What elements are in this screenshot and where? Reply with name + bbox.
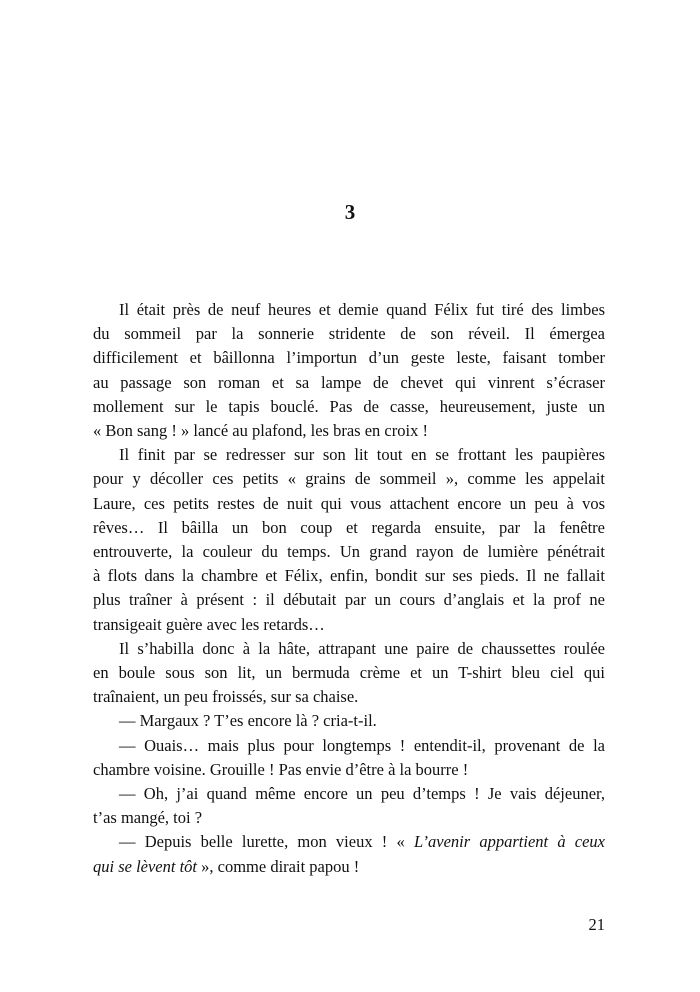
text-line: au passage son roman et sa lampe de chevet qui vinrent s’écraser [93,372,605,392]
text-line: à flots dans la chambre et Félix, enfin, bondit sur ses pieds. Il ne fallait [93,566,605,586]
text-line: — Oh, j’ai quand même encore un peu d’temps ! Je vais déjeuner, [119,784,605,804]
text-line [93,855,605,879]
chapter-text [93,298,605,879]
text-line: rêves… Il bâilla un bon coup et regarda ensuite, par la fenêtre [93,517,605,537]
text-segment: — Depuis belle lurette, mon vieux ! « [119,832,414,852]
text-line: transigeait guère avec les retards… [93,614,325,634]
text-segment: », comme dirait papou ! [197,856,360,876]
text-line [93,830,605,854]
text-line: Il était près de neuf heures et demie quand Félix fut tiré des limbes [119,300,605,319]
italic-quote: L’avenir appartient à ceux [413,832,605,852]
paragraph [93,443,605,637]
page-number: 21 [588,915,605,934]
text-line: chambre voisine. Grouille ! Pas envie d’être à la bourre ! [93,759,469,779]
chapter-number: 3 [344,200,356,224]
italic-quote: qui se lèvent tôt [93,856,198,876]
text-line: t’as mangé, toi ? [93,808,203,828]
dialogue-line [93,709,605,733]
dialogue-line [93,734,605,782]
text-line: traînaient, un peu froissés, sur sa chaise. [93,687,359,707]
text-line: plus traîner à présent : il débutait par un cours d’anglais et la prof ne [93,590,605,610]
text-line: du sommeil par la sonnerie stridente de son réveil. Il émergea [93,324,605,344]
text-line: Laure, ces petits restes de nuit qui vous attachent encore un peu à vos [93,493,605,513]
text-line: mollement sur le tapis bouclé. Pas de casse, heureusement, juste un [93,396,605,416]
text-line: — Ouais… mais plus pour longtemps ! entendit-il, provenant de la [119,735,605,755]
text-line: « Bon sang ! » lancé au plafond, les bras en croix ! [93,421,428,441]
paragraph [93,637,605,710]
text-line: difficilement et bâillonna l’importun d’un geste leste, faisant tomber [93,348,605,368]
text-line: pour y décoller ces petits « grains de sommeil », comme les appelait [93,469,605,489]
text-line: entrouverte, la couleur du temps. Un grand rayon de lumière pénétrait [93,542,605,562]
text-line: Il s’habilla donc à la hâte, attrapant une paire de chaussettes roulée [119,638,605,658]
text-line: en boule sous son lit, un bermuda crème et un T-shirt bleu ciel qui [93,663,605,683]
dialogue-line [93,830,605,878]
paragraph [93,298,605,443]
text-line: — Margaux ? T’es encore là ? cria-t-il. [119,711,377,731]
text-line: Il finit par se redresser sur son lit tout en se frottant les paupières [119,445,605,465]
dialogue-line [93,782,605,830]
